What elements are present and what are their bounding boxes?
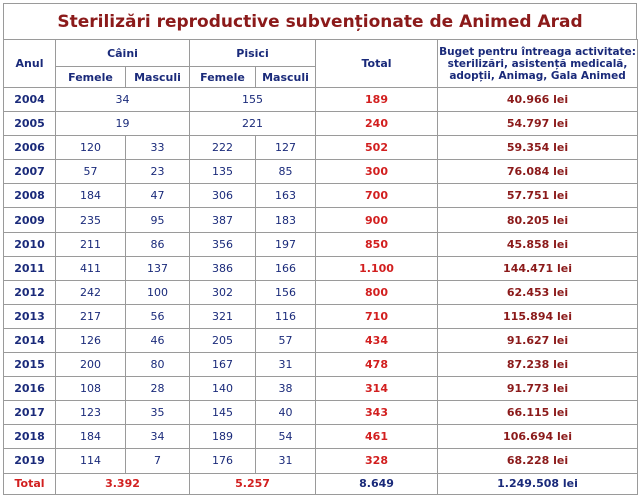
header-dogs: Câini	[56, 40, 190, 67]
dogs-females-cell: 120	[56, 136, 126, 160]
budget-cell: 57.751 lei	[438, 184, 638, 208]
cats-females-cell: 176	[190, 449, 256, 473]
totals-total: 8.649	[316, 473, 438, 494]
dogs-males-cell: 47	[126, 184, 190, 208]
dogs-females-cell: 211	[56, 232, 126, 256]
table-row	[4, 184, 638, 208]
dogs-males-cell: 137	[126, 256, 190, 280]
dogs-females-cell: 200	[56, 353, 126, 377]
dogs-cell: 34	[56, 88, 190, 112]
total-cell: 502	[316, 136, 438, 160]
cats-males-cell: 116	[256, 304, 316, 328]
dogs-females-cell: 242	[56, 280, 126, 304]
year-cell: 2007	[4, 160, 56, 184]
cats-males-cell: 85	[256, 160, 316, 184]
cats-females-cell: 140	[190, 377, 256, 401]
dogs-males-cell: 86	[126, 232, 190, 256]
year-cell: 2019	[4, 449, 56, 473]
table-row	[4, 449, 638, 473]
header-dogs-females: Femele	[56, 67, 126, 88]
budget-cell: 91.627 lei	[438, 328, 638, 352]
total-cell: 700	[316, 184, 438, 208]
cats-females-cell: 189	[190, 425, 256, 449]
dogs-males-cell: 28	[126, 377, 190, 401]
year-cell: 2016	[4, 377, 56, 401]
total-cell: 710	[316, 304, 438, 328]
table-row	[4, 401, 638, 425]
table-row	[4, 160, 638, 184]
year-cell: 2006	[4, 136, 56, 160]
budget-cell: 54.797 lei	[438, 112, 638, 136]
total-cell: 900	[316, 208, 438, 232]
table-row	[4, 377, 638, 401]
cats-females-cell: 167	[190, 353, 256, 377]
year-cell: 2012	[4, 280, 56, 304]
total-cell: 1.100	[316, 256, 438, 280]
cats-males-cell: 127	[256, 136, 316, 160]
table-row	[4, 136, 638, 160]
cats-females-cell: 302	[190, 280, 256, 304]
cats-males-cell: 31	[256, 353, 316, 377]
budget-cell: 68.228 lei	[438, 449, 638, 473]
table-row	[4, 353, 638, 377]
table-row	[4, 208, 638, 232]
dogs-males-cell: 80	[126, 353, 190, 377]
dogs-males-cell: 33	[126, 136, 190, 160]
year-cell: 2010	[4, 232, 56, 256]
cats-males-cell: 163	[256, 184, 316, 208]
cats-females-cell: 387	[190, 208, 256, 232]
dogs-males-cell: 46	[126, 328, 190, 352]
cats-males-cell: 166	[256, 256, 316, 280]
cats-cell: 155	[190, 88, 316, 112]
total-cell: 461	[316, 425, 438, 449]
budget-cell: 144.471 lei	[438, 256, 638, 280]
total-cell: 434	[316, 328, 438, 352]
cats-males-cell: 40	[256, 401, 316, 425]
dogs-females-cell: 108	[56, 377, 126, 401]
table-body	[4, 88, 638, 495]
year-cell: 2015	[4, 353, 56, 377]
cats-females-cell: 306	[190, 184, 256, 208]
cats-males-cell: 54	[256, 425, 316, 449]
totals-label: Total	[4, 473, 56, 494]
total-cell: 850	[316, 232, 438, 256]
table-row	[4, 304, 638, 328]
total-cell: 800	[316, 280, 438, 304]
dogs-males-cell: 35	[126, 401, 190, 425]
year-cell: 2008	[4, 184, 56, 208]
table-row	[4, 425, 638, 449]
cats-females-cell: 145	[190, 401, 256, 425]
dogs-females-cell: 184	[56, 184, 126, 208]
budget-cell: 62.453 lei	[438, 280, 638, 304]
cats-males-cell: 38	[256, 377, 316, 401]
dogs-males-cell: 95	[126, 208, 190, 232]
sterilization-table-page	[3, 3, 637, 497]
header-cats: Pisici	[190, 40, 316, 67]
total-cell: 240	[316, 112, 438, 136]
budget-cell: 115.894 lei	[438, 304, 638, 328]
header-budget: Buget pentru întreaga activitate: sterilizări, asistență medicală, adopții, Animag, Gala Animed	[438, 40, 638, 88]
table-row	[4, 256, 638, 280]
dogs-cell: 19	[56, 112, 190, 136]
cats-males-cell: 57	[256, 328, 316, 352]
budget-cell: 91.773 lei	[438, 377, 638, 401]
sterilization-table	[3, 39, 638, 495]
dogs-females-cell: 114	[56, 449, 126, 473]
dogs-males-cell: 7	[126, 449, 190, 473]
table-title: Sterilizări reproductive subvenționate de Animed Arad	[3, 3, 637, 39]
table-row	[4, 328, 638, 352]
budget-cell: 80.205 lei	[438, 208, 638, 232]
year-cell: 2018	[4, 425, 56, 449]
cats-females-cell: 386	[190, 256, 256, 280]
budget-cell: 40.966 lei	[438, 88, 638, 112]
dogs-females-cell: 217	[56, 304, 126, 328]
year-cell: 2009	[4, 208, 56, 232]
table-row	[4, 280, 638, 304]
dogs-males-cell: 100	[126, 280, 190, 304]
cats-males-cell: 31	[256, 449, 316, 473]
year-cell: 2014	[4, 328, 56, 352]
header-dogs-males: Masculi	[126, 67, 190, 88]
cats-males-cell: 183	[256, 208, 316, 232]
header-total: Total	[316, 40, 438, 88]
budget-cell: 87.238 lei	[438, 353, 638, 377]
dogs-females-cell: 126	[56, 328, 126, 352]
dogs-females-cell: 184	[56, 425, 126, 449]
table-row	[4, 88, 638, 112]
total-cell: 343	[316, 401, 438, 425]
dogs-males-cell: 23	[126, 160, 190, 184]
cats-females-cell: 205	[190, 328, 256, 352]
budget-cell: 45.858 lei	[438, 232, 638, 256]
table-row	[4, 232, 638, 256]
year-cell: 2004	[4, 88, 56, 112]
dogs-females-cell: 235	[56, 208, 126, 232]
cats-females-cell: 135	[190, 160, 256, 184]
header-cats-males: Masculi	[256, 67, 316, 88]
total-cell: 314	[316, 377, 438, 401]
year-cell: 2011	[4, 256, 56, 280]
dogs-females-cell: 123	[56, 401, 126, 425]
budget-cell: 66.115 lei	[438, 401, 638, 425]
dogs-females-cell: 411	[56, 256, 126, 280]
dogs-females-cell: 57	[56, 160, 126, 184]
cats-females-cell: 321	[190, 304, 256, 328]
header-year: Anul	[4, 40, 56, 88]
total-cell: 478	[316, 353, 438, 377]
totals-budget: 1.249.508 lei	[438, 473, 638, 494]
total-cell: 189	[316, 88, 438, 112]
totals-cats: 5.257	[190, 473, 316, 494]
cats-females-cell: 356	[190, 232, 256, 256]
dogs-males-cell: 56	[126, 304, 190, 328]
year-cell: 2017	[4, 401, 56, 425]
header-cats-females: Femele	[190, 67, 256, 88]
cats-males-cell: 197	[256, 232, 316, 256]
year-cell: 2005	[4, 112, 56, 136]
budget-cell: 106.694 lei	[438, 425, 638, 449]
budget-cell: 59.354 lei	[438, 136, 638, 160]
total-cell: 328	[316, 449, 438, 473]
cats-males-cell: 156	[256, 280, 316, 304]
dogs-males-cell: 34	[126, 425, 190, 449]
cats-females-cell: 222	[190, 136, 256, 160]
table-row	[4, 112, 638, 136]
totals-row	[4, 473, 638, 494]
totals-dogs: 3.392	[56, 473, 190, 494]
total-cell: 300	[316, 160, 438, 184]
cats-cell: 221	[190, 112, 316, 136]
header-row	[4, 40, 638, 67]
year-cell: 2013	[4, 304, 56, 328]
budget-cell: 76.084 lei	[438, 160, 638, 184]
